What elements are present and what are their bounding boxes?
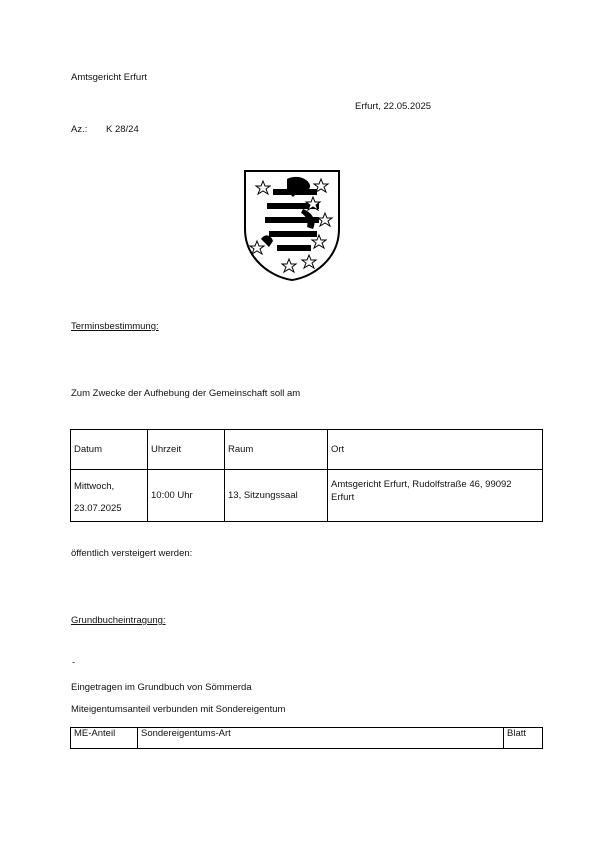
az-label: Az.: [71,124,88,135]
table-row [71,470,543,522]
cell-ort [328,470,543,522]
cell-uhrzeit: 10:00 Uhr [148,470,225,522]
miteigentum-line: Miteigentumsanteil verbunden mit Sondereigentum [71,704,286,715]
header-sondereigentums-art: Sondereigentums-Art [138,728,504,749]
place-date: Erfurt, 22.05.2025 [355,101,432,112]
outro-text: öffentlich versteigert werden: [71,548,193,559]
section-heading-terminsbestimmung: Terminsbestimmung: [71,321,159,332]
grundbuch-line: Eingetragen im Grundbuch von Sömmerda [71,682,252,693]
header-me-anteil: ME-Anteil [71,728,138,749]
table-header-row [71,728,543,749]
place-line-2: Erfurt [331,492,355,503]
cell-datum [71,470,148,522]
date: 23.07.2025 [74,503,122,514]
section-heading-grundbucheintragung: Grundbucheintragung: [71,615,166,626]
dash-line: - [72,657,76,668]
header-datum: Datum [71,430,148,470]
place-line-1: Amtsgericht Erfurt, Rudolfstraße 46, 99092 [331,479,512,490]
header-blatt: Blatt [504,728,543,749]
cell-raum: 13, Sitzungssaal [225,470,328,522]
weekday: Mittwoch, [74,481,115,492]
header-ort: Ort [328,430,543,470]
court-name: Amtsgericht Erfurt [71,72,148,83]
thuringia-coat-of-arms [243,169,341,282]
property-table [70,727,543,749]
appointment-table [70,429,543,522]
header-raum: Raum [225,430,328,470]
intro-text: Zum Zwecke der Aufhebung der Gemeinschaft soll am [71,388,301,399]
az-value: K 28/24 [106,124,139,135]
table-header-row [71,430,543,470]
header-uhrzeit: Uhrzeit [148,430,225,470]
